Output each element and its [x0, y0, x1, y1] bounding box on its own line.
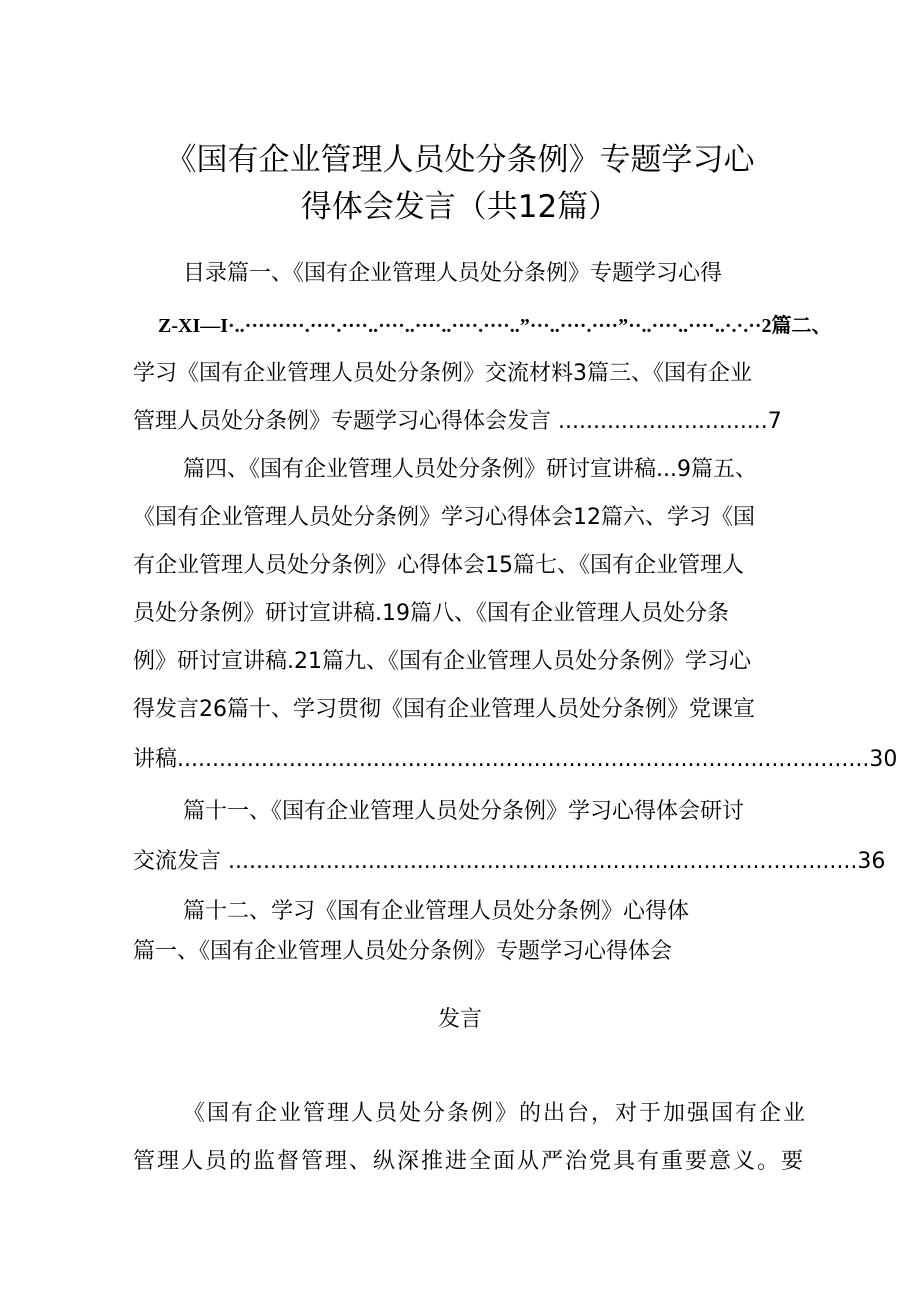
- toc-line-1: 目录篇一、《国有企业管理人员处分条例》专题学习心得: [183, 261, 723, 286]
- toc-line-5: 篇四、《国有企业管理人员处分条例》研讨宣讲稿...9篇五、: [183, 457, 757, 482]
- body-paragraph-line-2: 管理人员的监督管理、纵深推进全面从严治党具有重要意义。要: [133, 1149, 806, 1174]
- toc-line-8: 员处分条例》研讨宣讲稿.19篇八、《国有企业管理人员处分条: [133, 601, 729, 626]
- toc-line-4: 管理人员处分条例》专题学习心得体会发言 ..............................7: [133, 409, 782, 434]
- toc-line-10: 得发言26篇十、学习贯彻《国有企业管理人员处分条例》党课宣: [133, 697, 755, 722]
- toc-line-12: 篇十一、《国有企业管理人员处分条例》学习心得体会研讨: [183, 799, 745, 824]
- document-title-line-1: 《国有企业管理人员处分条例》专题学习心: [165, 142, 755, 178]
- toc-line-14: 篇十二、学习《国有企业管理人员处分条例》心得体: [183, 899, 690, 924]
- section-heading-line-2: 发言: [437, 1007, 482, 1032]
- toc-line-11: 讲稿...................................................................................................30: [133, 747, 898, 772]
- toc-line-7: 有企业管理人员处分条例》心得体会15篇七、《国有企业管理人: [133, 553, 744, 578]
- section-heading-line-1: 篇一、《国有企业管理人员处分条例》专题学习心得体会: [133, 939, 673, 964]
- toc-line-9: 例》研讨宣讲稿.21篇九、《国有企业管理人员处分条例》学习心: [133, 649, 751, 674]
- body-paragraph-line-1: 《国有企业管理人员处分条例》的出台，对于加强国有企业: [183, 1101, 808, 1126]
- toc-line-2: Z-XI—I·..·········.····.····..····..····..····.····..”···..····.····”··..····..····..·.·.··2篇二、: [158, 315, 832, 337]
- toc-line-3: 学习《国有企业管理人员处分条例》交流材料3篇三、《国有企业: [133, 361, 752, 386]
- document-title-line-2: 得体会发言（共12篇）: [300, 189, 620, 225]
- toc-line-6: 《国有企业管理人员处分条例》学习心得体会12篇六、学习《国: [133, 505, 755, 530]
- toc-line-13: 交流发言 ..........................................................................................36: [133, 849, 886, 874]
